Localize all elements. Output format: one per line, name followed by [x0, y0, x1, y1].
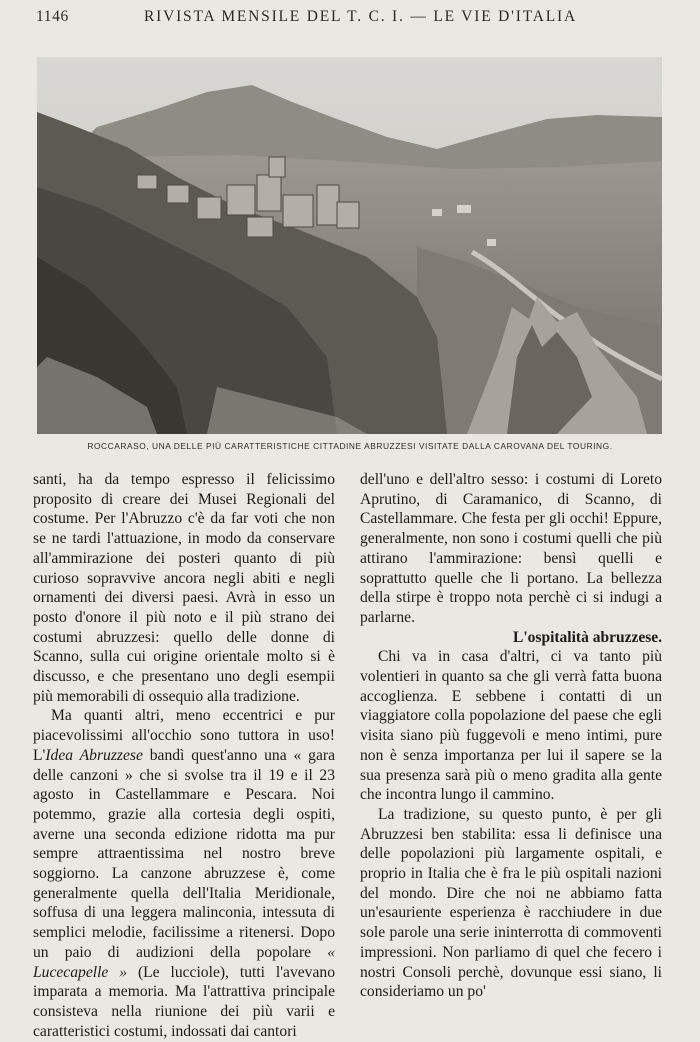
song-title: « Lucecapelle »	[33, 943, 335, 981]
journal-title: Idea Abruzzese	[45, 746, 143, 764]
photo-caption: ROCCARASO, UNA DELLE PIÙ CARATTERISTICHE CITTADINE ABRUZZESI VISITATE DALLA CAROVANA DEL TOURING.	[87, 441, 613, 451]
right-paragraph-3: La tradizione, su questo punto, è per gli Abruzzesi ben stabilita: essa li definisce una delle popolazioni più largamente ospitali, e proprio in Italia che è fra le più ospitali nazioni del mondo. Dire che noi ne abbiamo fatta un'esauriente esperienza è racchiudere in due sole parole una serie ininterrotta di commoventi impressioni. Non parliamo di quel che fecero i nostri Consoli perchè, dovunque essi siano, li consideriamo un po'	[360, 805, 662, 1001]
page-number: 1146	[36, 8, 69, 25]
section-title: L'ospitalità abruzzese.	[513, 628, 662, 646]
left-paragraph-2: Ma quanti altri, meno eccentrici e pur piacevolissimi all'occhio sono tuttora in uso! L'Idea Abruzzese bandì quest'anno una « gara delle canzoni » che si svolse tra il 19 e il 23 agosto in Castellammare e Pescara. Noi potemmo, grazie alla cortesia degli ospiti, averne una seconda edizione ridotta ma pur sempre attraentissima nel nostro breve soggiorno. La canzone abruzzese è, come generalmente quella dell'Italia Meridionale, soffusa di una leggera malinconia, intessuta di semplici melodie, facilissime a ritenersi. Dopo un paio di audizioni della popolare « Lucecapelle » (Le lucciole), tutti l'avevano imparata a memoria. Ma l'attrattiva principale consisteva nella riunione dei più varii e caratteristici costumi, indossati dai cantori	[33, 707, 335, 1040]
page-header	[30, 8, 670, 30]
roccaraso-photo	[37, 57, 662, 434]
running-title: RIVISTA MENSILE DEL T. C. I. — LE VIE D'ITALIA	[144, 8, 577, 25]
right-paragraph-1: dell'uno e dell'altro sesso: i costumi di Loreto Aprutino, di Caramanico, di Scanno, di Castellammare. Che festa per gli occhi! Eppure, generalmente, non sono i costumi quelli che più attirano l'ammirazione: bensì quelli e soprattutto quelle che li portano. La bellezza della stirpe è troppo nota perchè ci si indugi a parlarne.	[360, 471, 662, 626]
left-paragraph-1: santi, ha da tempo espresso il felicissimo proposito di creare dei Musei Regionali del costume. Per l'Abruzzo c'è da far voti che non se ne tardi l'attuazione, in modo da conservare all'ammirazione dei posteri quanto di più curioso sopravvive ancora negli abiti e negli ornamenti dei diversi paesi. Avrà in esso un posto d'onore il più noto e il più strano dei costumi abruzzesi: quello delle donne di Scanno, sulla cui origine orientale molto si è discusso, e che presentano uno degli esempii più memorabili di ossequio alla tradizione.	[33, 471, 335, 705]
right-column	[360, 470, 662, 1002]
right-paragraph-2: Chi va in casa d'altri, ci va tanto più volentieri in quanto sa che gli verrà fatta buona accoglienza. E sebbene i contatti di un viaggiatore colla popolazione del paese che egli visita siano più fuggevoli e meno intimi, pure non è senza importanza per lui il sapere se la sua presenza sarà più o meno gradita alla gente che incontra lungo il cammino.	[360, 648, 662, 804]
left-column	[33, 470, 335, 1041]
